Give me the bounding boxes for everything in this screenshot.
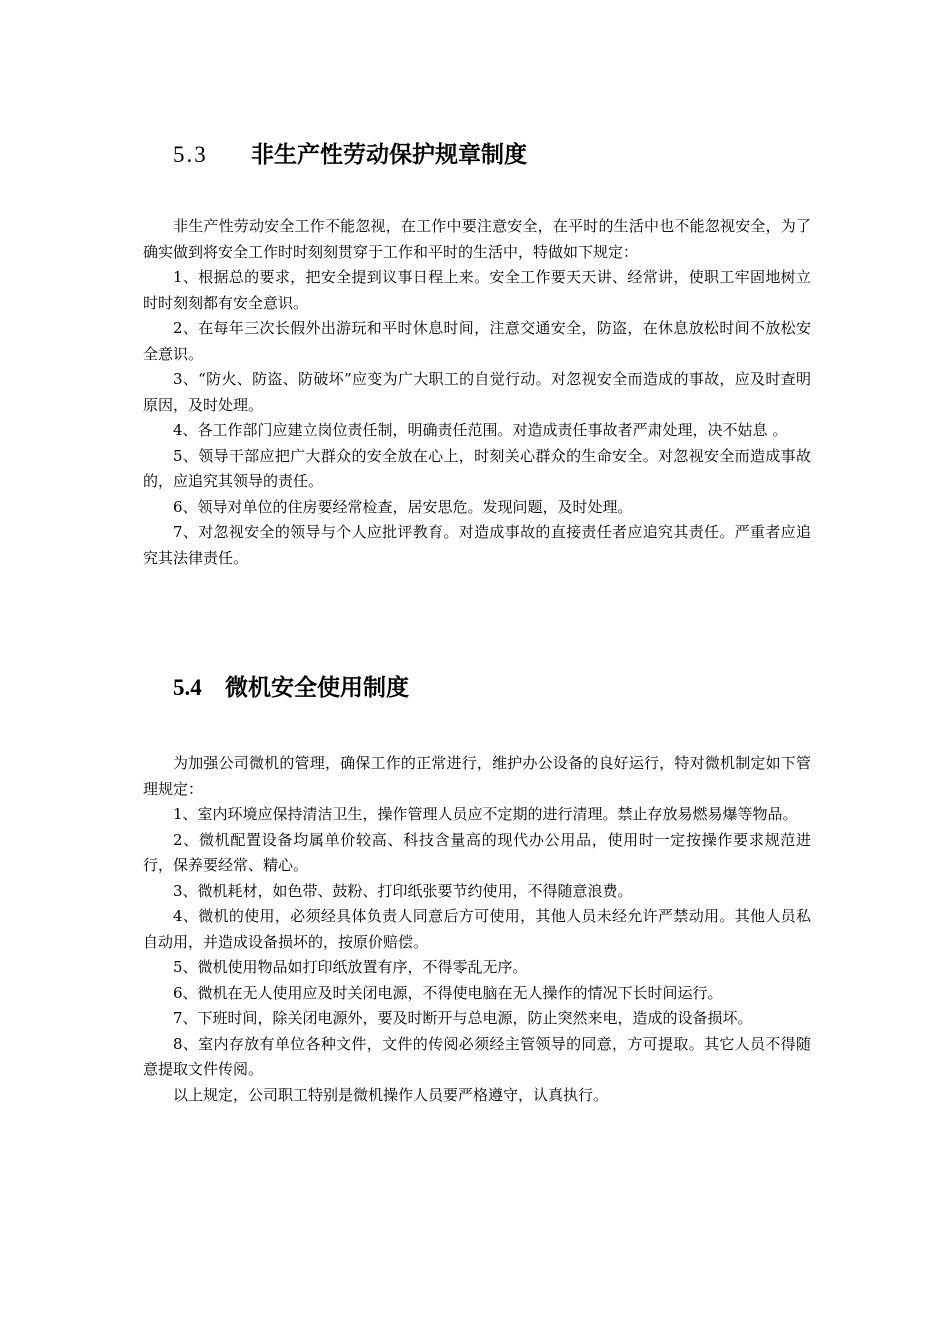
paragraph: 4、各工作部门应建立岗位责任制，明确责任范围。对造成责任事故者严肃处理，决不姑息 。 [173, 421, 788, 439]
section-number: 5.3 [173, 142, 208, 167]
section-body [143, 214, 811, 571]
paragraph: 7、对忽视安全的领导与个人应批评教育。对造成事故的直接责任者应追究其责任。严重者应追究其法律责任。 [143, 523, 811, 567]
paragraph: 1、根据总的要求，把安全提到议事日程上来。安全工作要天天讲、经常讲，使职工牢固地树立时时刻刻都有安全意识。 [143, 268, 811, 312]
section-number: 5.4 [173, 675, 202, 700]
section-body [143, 751, 811, 1108]
paragraph: 6、微机在无人使用应及时关闭电源，不得使电脑在无人操作的情况下长时间运行。 [173, 983, 723, 1002]
paragraph: 3、“防火、防盗、防破坏”应变为广大职工的自觉行动。对忽视安全而造成的事故，应及时查明原因，及时处理。 [143, 370, 811, 414]
paragraph: 1、室内环境应保持清洁卫生，操作管理人员应不定期的进行清理。禁止存放易燃易爆等物品。 [173, 805, 798, 823]
paragraph: 7、下班时间，除关闭电源外，要及时断开与总电源，防止突然来电，造成的设备损坏。 [173, 1009, 753, 1027]
paragraph: 2、在每年三次长假外出游玩和平时休息时间，注意交通安全，防盗，在休息放松时间不放松安全意识。 [143, 319, 811, 363]
section-title: 微机安全使用制度 [225, 675, 409, 701]
paragraph: 3、微机耗材，如色带、鼓粉、打印纸张要节约使用，不得随意浪费。 [173, 881, 633, 900]
paragraph: 2、微机配置设备均属单价较高、科技含量高的现代办公用品，使用时一定按操作要求规范进行，保养要经常、精心。 [143, 830, 811, 874]
paragraph: 8、室内存放有单位各种文件，文件的传阅必须经主管领导的同意，方可提取。其它人员不得随意提取文件传阅。 [143, 1034, 811, 1078]
section-5-4 [143, 670, 811, 1108]
section-heading [143, 670, 811, 706]
section-title: 非生产性劳动保护规章制度 [251, 142, 527, 168]
paragraph: 5、微机使用物品如打印纸放置有序，不得零乱无序。 [173, 958, 528, 976]
section-heading [143, 137, 811, 173]
paragraph: 6、领导对单位的住房要经常检查，居安思危。发现问题，及时处理。 [173, 497, 633, 516]
section-5-3 [143, 137, 811, 571]
paragraph: 4、微机的使用，必须经具体负责人同意后方可使用，其他人员未经允许严禁动用。其他人员私自动用，并造成设备损坏的，按原价赔偿。 [143, 907, 811, 951]
paragraph: 非生产性劳动安全工作不能忽视，在工作中要注意安全，在平时的生活中也不能忽视安全，为了确实做到将安全工作时时刻刻贯穿于工作和平时的生活中，特做如下规定： [143, 217, 811, 261]
paragraph: 为加强公司微机的管理，确保工作的正常进行，维护办公设备的良好运行，特对微机制定如下管理规定： [143, 754, 811, 798]
paragraph: 5、领导干部应把广大群众的安全放在心上，时刻关心群众的生命安全。对忽视安全而造成事故的，应追究其领导的责任。 [143, 446, 811, 490]
paragraph: 以上规定，公司职工特别是微机操作人员要严格遵守，认真执行。 [173, 1085, 609, 1104]
